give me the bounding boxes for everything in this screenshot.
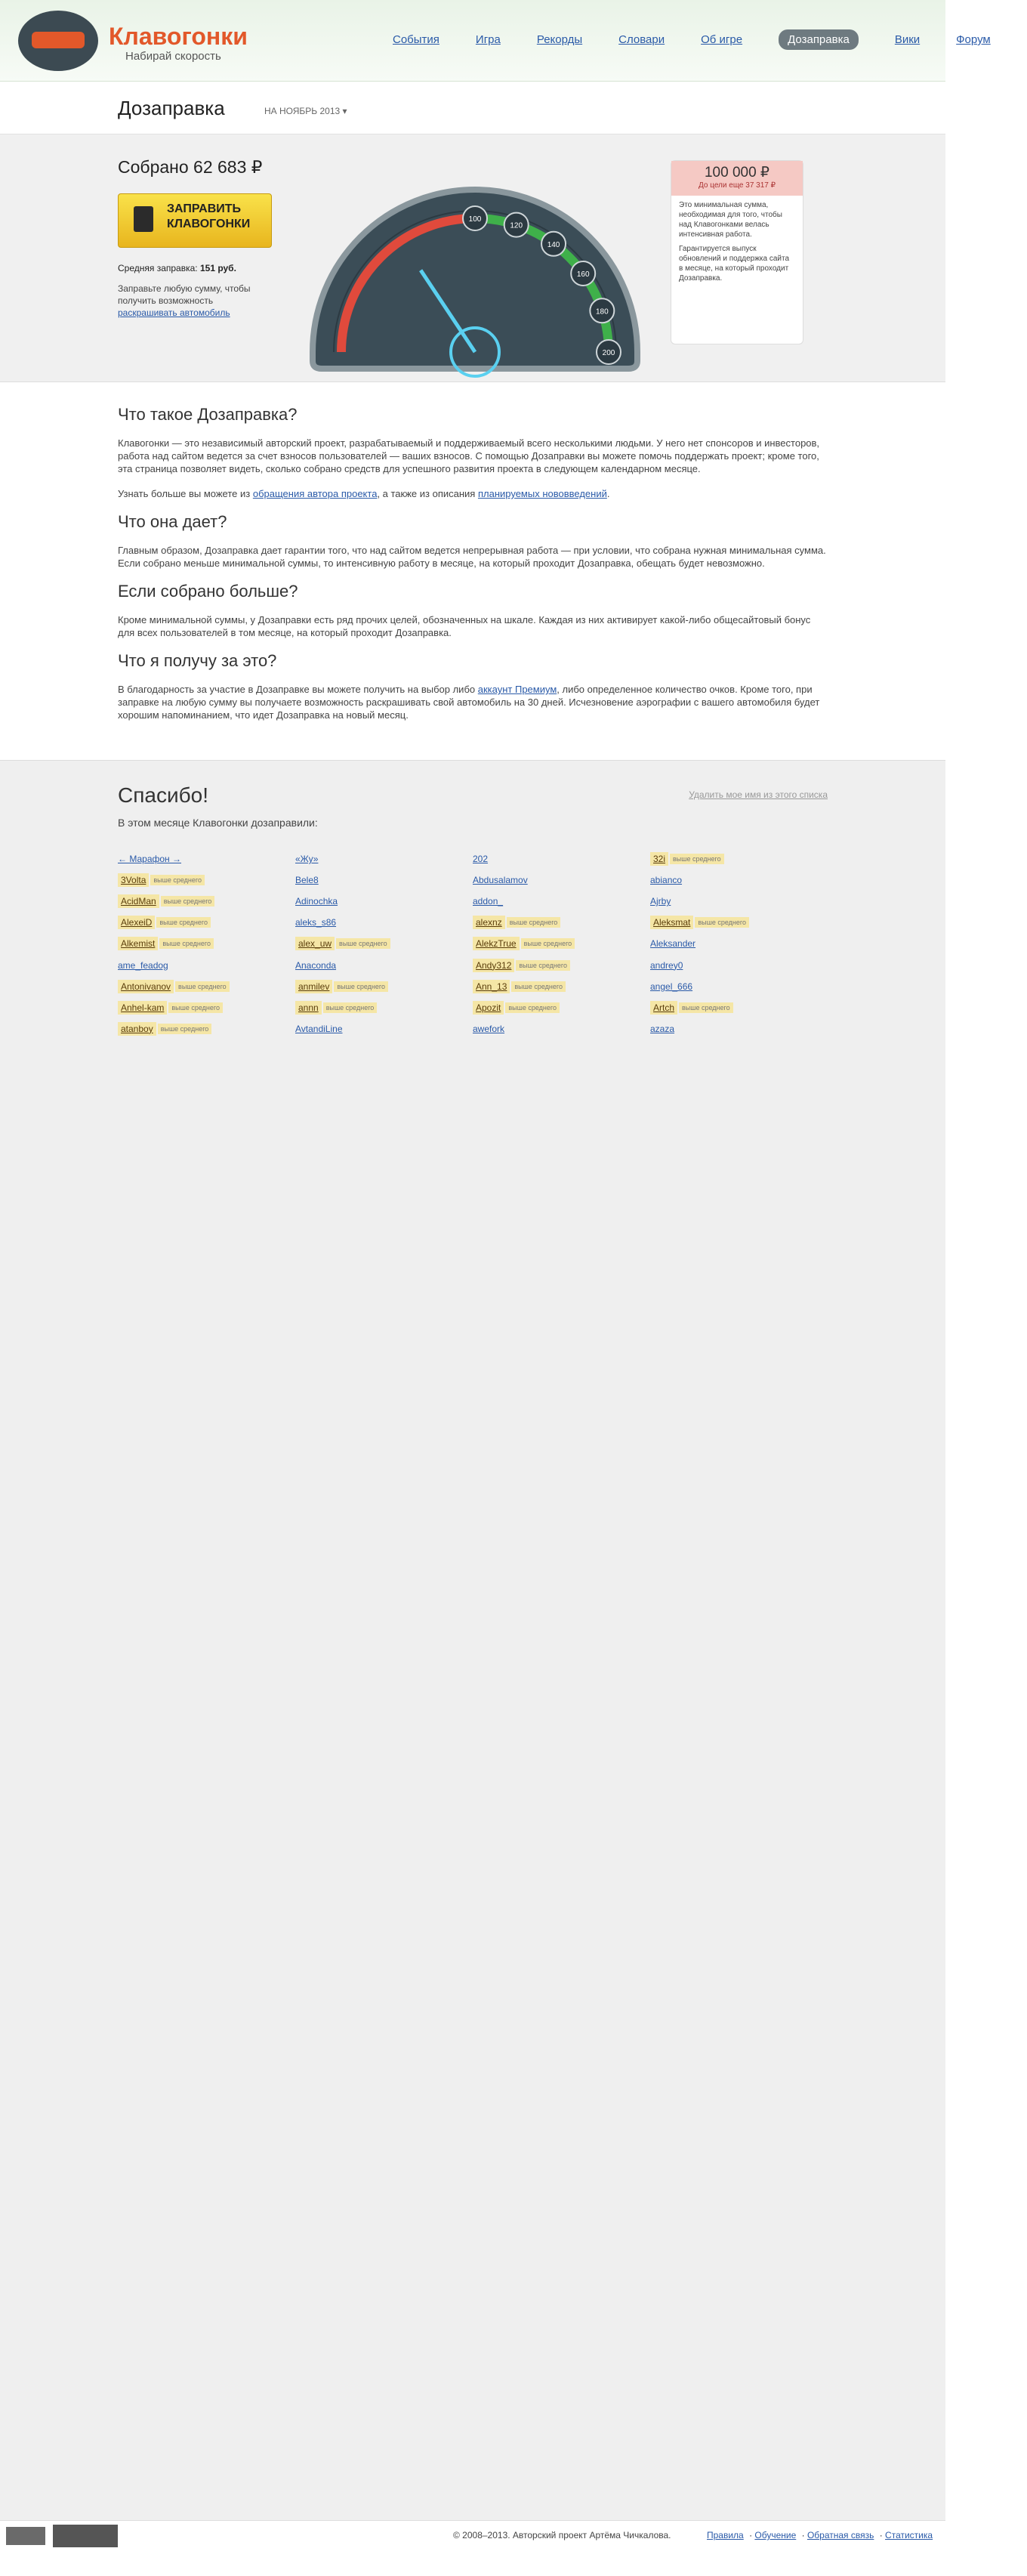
donor-item bbox=[650, 912, 828, 933]
donor-name[interactable]: Adinochka bbox=[295, 896, 338, 907]
counter-badge[interactable] bbox=[53, 2525, 118, 2547]
donor-item bbox=[295, 976, 473, 997]
nav-item[interactable]: События bbox=[393, 33, 439, 46]
above-average-badge: выше среднего bbox=[175, 981, 230, 992]
collected-amount: Собрано 62 683 ₽ bbox=[118, 157, 263, 177]
fill-up-button-label: ЗАПРАВИТЬ КЛАВОГОНКИ bbox=[167, 202, 251, 230]
donor-name[interactable]: AcidMan bbox=[118, 894, 159, 908]
donor-item bbox=[473, 869, 650, 891]
donor-name[interactable]: ← Марафон → bbox=[118, 854, 181, 865]
donor-name[interactable]: azaza bbox=[650, 1023, 675, 1034]
donor-item bbox=[118, 869, 295, 891]
donor-name[interactable]: Apozit bbox=[473, 1001, 504, 1015]
copyright: © 2008–2013. Авторский проект Артёма Чичкалова. bbox=[453, 2530, 671, 2540]
para-more: Кроме минимальной суммы, у Дозаправки есть ряд прочих целей, обозначенных на шкале. Каждая из них активирует какой-либо общесайтовый бонус для всех пользователей в том месяце, на который проходит Дозаправка. bbox=[118, 614, 811, 638]
nav-item[interactable]: Дозаправка bbox=[779, 29, 859, 50]
donor-item bbox=[118, 933, 295, 954]
site-header bbox=[0, 0, 991, 82]
donor-name[interactable]: annn bbox=[295, 1001, 322, 1015]
goal-desc-1: Это минимальная сумма, необходимая для того, чтобы над Клавогонками велась интенсивная работа. bbox=[679, 201, 782, 239]
above-average-badge: выше среднего bbox=[156, 917, 211, 928]
donor-name[interactable]: aleks_s86 bbox=[295, 917, 337, 928]
reward-text-b: , либо определенное количество очков. Кроме того, при заправке на любую сумму вы получаете возможность раскрашивать свой автомобиль на 30 дней. Исчезновение аэрографии с вашего автомобиля будет хорошим напоминанием, что идет Дозаправка на новый месяц. bbox=[118, 684, 820, 721]
logo-title[interactable]: Клавогонки bbox=[109, 23, 248, 50]
donor-name[interactable]: addon_ bbox=[473, 896, 504, 907]
donor-item bbox=[473, 933, 650, 954]
nav-item[interactable]: Игра bbox=[475, 33, 501, 46]
donor-item bbox=[650, 848, 828, 869]
donor-name[interactable]: awefork bbox=[473, 1023, 505, 1034]
footer-link[interactable]: Обратная связь bbox=[806, 2530, 874, 2540]
donor-name[interactable]: ame_feadog bbox=[118, 959, 168, 971]
donor-item bbox=[473, 848, 650, 869]
premium-link[interactable]: аккаунт Премиум bbox=[477, 684, 557, 695]
heading-what-is: Что такое Дозаправка? bbox=[118, 405, 298, 424]
fuel-pump-icon bbox=[134, 206, 153, 232]
donor-name[interactable]: anmilev bbox=[295, 980, 332, 993]
site-footer bbox=[0, 2520, 945, 2576]
donor-columns bbox=[118, 848, 828, 1039]
para-what-is: Клавогонки — это независимый авторский проект, разрабатываемый и поддерживаемый всего несколькими людьми. У него нет спонсоров и инвесторов, работа над сайтом ведется за счет взносов пользователей — ваших взносов. С помощью Дозаправки вы можете помочь поддержать проект; кроме того, эта страница позволяет видеть, сколько собрано средств для успешного развития проекта в следующем календарном месяце. bbox=[118, 437, 820, 474]
thanks-section bbox=[0, 760, 945, 2520]
gauge-tick-label: 200 bbox=[602, 349, 615, 357]
donor-name[interactable]: andrey0 bbox=[650, 959, 683, 971]
donor-name[interactable]: Artch bbox=[650, 1001, 677, 1015]
about-section bbox=[0, 382, 945, 760]
donor-item bbox=[295, 1018, 473, 1039]
para-reward bbox=[118, 683, 828, 721]
reward-text-a: В благодарность за участие в Дозаправке вы можете получить на выбор либо bbox=[118, 684, 476, 695]
above-average-badge: выше среднего bbox=[521, 938, 575, 949]
above-average-badge: выше среднего bbox=[670, 854, 724, 864]
donor-name[interactable]: Ann_13 bbox=[473, 980, 510, 993]
above-average-badge: выше среднего bbox=[334, 981, 388, 992]
average-label: Средняя заправка: bbox=[118, 263, 198, 273]
donor-name[interactable]: atanboy bbox=[118, 1022, 156, 1036]
average-value: 151 руб. bbox=[199, 263, 236, 273]
footer-separator: · bbox=[746, 2530, 755, 2540]
donor-name[interactable]: angel_666 bbox=[650, 981, 693, 992]
above-average-badge: выше среднего bbox=[161, 896, 215, 907]
donor-name[interactable]: Alkemist bbox=[118, 937, 158, 950]
donor-item bbox=[295, 891, 473, 912]
footer-link[interactable]: Статистика bbox=[885, 2530, 933, 2540]
donor-item bbox=[650, 954, 828, 975]
footer-link[interactable]: Правила bbox=[707, 2530, 744, 2540]
chevron-down-icon: ▾ bbox=[342, 106, 347, 116]
gauge-tick-label: 100 bbox=[468, 215, 482, 224]
counters bbox=[6, 2527, 118, 2547]
author-appeal-link[interactable]: обращения автора проекта bbox=[252, 488, 378, 499]
fund-panel bbox=[0, 134, 945, 382]
donor-column bbox=[473, 848, 650, 1039]
gauge-tick-label: 140 bbox=[547, 240, 560, 249]
above-average-badge: выше среднего bbox=[516, 960, 570, 971]
donor-item bbox=[118, 997, 295, 1018]
gauge-tick-label: 160 bbox=[576, 270, 590, 279]
para-learn-more: Узнать больше вы можете из обращения автора проекта, а также из описания планируемых нововведений. bbox=[118, 488, 610, 499]
donor-item bbox=[473, 891, 650, 912]
fill-note-text: Заправьте любую сумму, чтобы получить возможность bbox=[118, 283, 251, 306]
goal-card bbox=[671, 160, 803, 344]
footer-link[interactable]: Обучение bbox=[754, 2530, 797, 2540]
fill-up-button[interactable] bbox=[118, 193, 272, 248]
donor-name[interactable]: AvtandiLine bbox=[295, 1023, 343, 1034]
month-selector[interactable] bbox=[264, 106, 347, 116]
donor-item bbox=[118, 976, 295, 997]
donor-item bbox=[295, 933, 473, 954]
planned-features-link[interactable]: планируемых нововведений bbox=[477, 488, 607, 499]
donor-name[interactable]: Anhel-kam bbox=[118, 1001, 167, 1015]
above-average-badge: выше среднего bbox=[507, 917, 561, 928]
average-fill bbox=[118, 263, 236, 273]
above-average-badge: выше среднего bbox=[336, 938, 390, 949]
donor-item bbox=[295, 997, 473, 1018]
thanks-title: Спасибо! bbox=[118, 783, 208, 807]
logo-car-icon[interactable] bbox=[18, 11, 98, 71]
heading-what-gives: Что она дает? bbox=[118, 512, 227, 531]
footer-links bbox=[707, 2530, 936, 2540]
donor-name[interactable]: Aleksmat bbox=[650, 916, 693, 929]
page-title: Дозаправка bbox=[118, 97, 225, 119]
paint-car-link[interactable]: раскрашивать автомобиль bbox=[118, 307, 230, 318]
donor-item bbox=[650, 1018, 828, 1039]
donor-item bbox=[473, 976, 650, 997]
donor-name[interactable]: alexnz bbox=[473, 916, 505, 929]
donor-item bbox=[473, 912, 650, 933]
donor-item bbox=[118, 954, 295, 975]
above-average-badge: выше среднего bbox=[505, 1002, 560, 1013]
above-average-badge: выше среднего bbox=[679, 1002, 733, 1013]
donor-name[interactable]: Aleksander bbox=[650, 938, 696, 950]
donor-name[interactable]: Ajrby bbox=[650, 896, 671, 907]
donor-item bbox=[295, 869, 473, 891]
donor-item bbox=[118, 912, 295, 933]
donor-item bbox=[473, 954, 650, 975]
footer-separator: · bbox=[877, 2530, 886, 2540]
donor-item bbox=[473, 997, 650, 1018]
above-average-badge: выше среднего bbox=[158, 1024, 212, 1034]
donor-column bbox=[650, 848, 828, 1039]
donor-name[interactable]: Antonivanov bbox=[118, 980, 174, 993]
donor-column bbox=[118, 848, 295, 1039]
above-average-badge: выше среднего bbox=[159, 938, 214, 949]
para-what-gives: Главным образом, Дозаправка дает гарантии того, что над сайтом ведется непрерывная работа — при условии, что собрана нужная минимальная сумма. Если собрано меньше минимальной суммы, то интенсивную работу в месяце, на который проходит Дозаправка, обещать будет невозможно. bbox=[118, 545, 826, 569]
goal-amount: 100 000 ₽ bbox=[704, 165, 770, 181]
goal-remaining: До цели еще 37 317 ₽ bbox=[698, 181, 776, 190]
logo-subtitle: Набирай скорость bbox=[125, 50, 221, 63]
donor-name[interactable]: 202 bbox=[473, 854, 489, 865]
donor-item bbox=[650, 997, 828, 1018]
donor-item bbox=[295, 912, 473, 933]
fill-note bbox=[118, 283, 273, 319]
above-average-badge: выше среднего bbox=[511, 981, 566, 992]
donor-name[interactable]: AlekzTrue bbox=[473, 937, 520, 950]
donor-item bbox=[650, 891, 828, 912]
donor-name[interactable]: Bele8 bbox=[295, 875, 319, 886]
above-average-badge: выше среднего bbox=[695, 917, 749, 928]
donor-name[interactable]: 3Volta bbox=[118, 873, 149, 887]
donor-item bbox=[650, 976, 828, 997]
donor-item bbox=[295, 954, 473, 975]
heading-more: Если собрано больше? bbox=[118, 582, 298, 601]
donor-name[interactable]: Abdusalamov bbox=[473, 875, 528, 886]
goal-desc-2: Гарантируется выпуск обновлений и поддержка сайта в месяце, на который проходит Дозаправка. bbox=[679, 245, 790, 283]
donor-name[interactable]: Andy312 bbox=[473, 959, 514, 972]
donor-item bbox=[295, 848, 473, 869]
donor-item bbox=[650, 869, 828, 891]
footer-separator: · bbox=[799, 2530, 807, 2540]
page-titlebar bbox=[0, 82, 945, 134]
gauge-tick-label: 180 bbox=[595, 307, 609, 317]
above-average-badge: выше среднего bbox=[150, 875, 205, 885]
gauge-tick-label: 120 bbox=[510, 221, 523, 230]
learn-more-text-b: , а также из описания bbox=[377, 488, 476, 499]
heading-reward: Что я получу за это? bbox=[118, 651, 277, 670]
donor-name[interactable]: 32i bbox=[650, 852, 668, 866]
donor-item bbox=[473, 1018, 650, 1039]
donor-item bbox=[650, 933, 828, 954]
donor-item bbox=[118, 848, 295, 869]
donor-name[interactable]: abianco bbox=[650, 875, 683, 886]
nav-item[interactable]: Форум bbox=[956, 33, 991, 46]
main-nav bbox=[393, 33, 1027, 50]
remove-name-link[interactable]: Удалить мое имя из этого списка bbox=[689, 789, 828, 800]
thanks-subtitle: В этом месяце Клавогонки дозаправили: bbox=[118, 817, 318, 829]
donor-name[interactable]: Anaconda bbox=[295, 959, 337, 971]
above-average-badge: выше среднего bbox=[168, 1002, 223, 1013]
above-average-badge: выше среднего bbox=[323, 1002, 378, 1013]
donor-name[interactable]: alex_uw bbox=[295, 937, 335, 950]
nav-item[interactable]: Об игре bbox=[701, 33, 743, 46]
donor-name[interactable]: «Жу» bbox=[295, 854, 319, 865]
nav-item[interactable]: Словари bbox=[618, 33, 665, 46]
donor-column bbox=[295, 848, 473, 1039]
counter-badge[interactable] bbox=[6, 2527, 45, 2545]
donor-item bbox=[118, 1018, 295, 1039]
month-label: НА НОЯБРЬ 2013 bbox=[264, 106, 341, 116]
donor-name[interactable]: AlexeiD bbox=[118, 916, 155, 929]
fuel-gauge bbox=[296, 148, 654, 375]
nav-item[interactable]: Вики bbox=[894, 33, 921, 46]
donor-item bbox=[118, 891, 295, 912]
goal-header bbox=[671, 161, 803, 196]
learn-more-text-a: Узнать больше вы можете из bbox=[118, 488, 251, 499]
nav-item[interactable]: Рекорды bbox=[536, 33, 583, 46]
